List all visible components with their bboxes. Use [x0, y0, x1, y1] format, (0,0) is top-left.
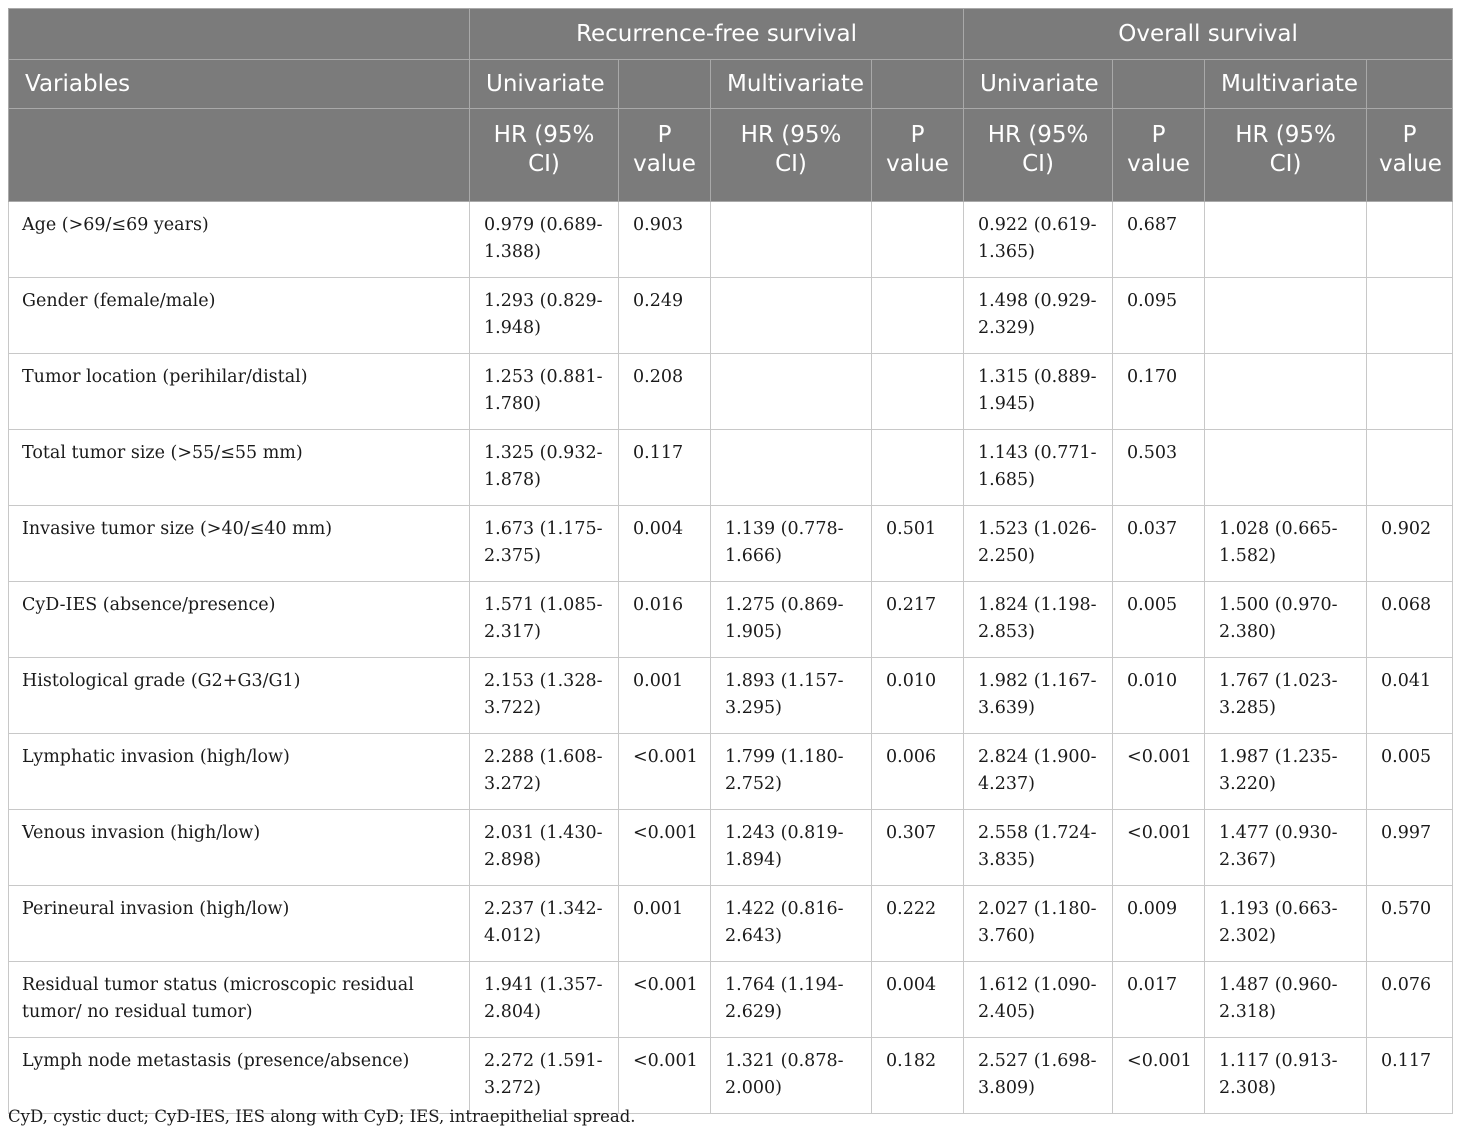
table-row [9, 430, 1453, 506]
rfs-multivariate-p-cell: 0.006 [872, 734, 964, 810]
os-univariate-hr-cell: 2.824 (1.900-4.237) [964, 734, 1113, 810]
header-rfs-multi-hr: HR (95% CI) [711, 109, 872, 202]
variable-cell: Histological grade (G2+G3/G1) [9, 658, 470, 734]
os-univariate-p-cell: <0.001 [1113, 810, 1205, 886]
os-multivariate-p-cell [1367, 278, 1453, 354]
os-univariate-p-cell: 0.037 [1113, 506, 1205, 582]
table-row [9, 202, 1453, 278]
rfs-multivariate-p-cell [872, 202, 964, 278]
rfs-multivariate-hr-cell [711, 354, 872, 430]
variable-cell: Total tumor size (>55/≤55 mm) [9, 430, 470, 506]
header-row-analysis [9, 60, 1453, 109]
rfs-multivariate-hr-cell: 1.275 (0.869-1.905) [711, 582, 872, 658]
rfs-univariate-p-cell: 0.903 [619, 202, 711, 278]
os-univariate-hr-cell: 1.315 (0.889-1.945) [964, 354, 1113, 430]
os-multivariate-hr-cell: 1.117 (0.913-2.308) [1205, 1038, 1367, 1114]
header-os-uni-p: P value [1113, 109, 1205, 202]
rfs-multivariate-p-cell: 0.217 [872, 582, 964, 658]
os-univariate-hr-cell: 2.558 (1.724-3.835) [964, 810, 1113, 886]
header-os-uni-hr: HR (95% CI) [964, 109, 1113, 202]
header-rfs-multi-p: P value [872, 109, 964, 202]
rfs-univariate-hr-cell: 1.253 (0.881-1.780) [470, 354, 619, 430]
header-os-multi-p: P value [1367, 109, 1453, 202]
os-univariate-p-cell: 0.017 [1113, 962, 1205, 1038]
variable-cell: Invasive tumor size (>40/≤40 mm) [9, 506, 470, 582]
rfs-multivariate-p-cell [872, 354, 964, 430]
rfs-multivariate-p-cell: 0.004 [872, 962, 964, 1038]
rfs-univariate-hr-cell: 2.237 (1.342-4.012) [470, 886, 619, 962]
rfs-univariate-p-cell: <0.001 [619, 734, 711, 810]
rfs-univariate-hr-cell: 1.571 (1.085-2.317) [470, 582, 619, 658]
rfs-univariate-p-cell: 0.001 [619, 886, 711, 962]
rfs-multivariate-p-cell: 0.010 [872, 658, 964, 734]
header-variables: Variables [9, 60, 470, 109]
variable-cell: CyD-IES (absence/presence) [9, 582, 470, 658]
os-univariate-hr-cell: 0.922 (0.619-1.365) [964, 202, 1113, 278]
rfs-multivariate-p-cell: 0.307 [872, 810, 964, 886]
os-multivariate-p-cell [1367, 354, 1453, 430]
table-row [9, 734, 1453, 810]
header-row-groups [9, 9, 1453, 60]
header-rfs-univariate-blank [619, 60, 711, 109]
os-univariate-p-cell: 0.687 [1113, 202, 1205, 278]
os-multivariate-hr-cell [1205, 430, 1367, 506]
rfs-univariate-p-cell: 0.208 [619, 354, 711, 430]
header-row-metrics [9, 109, 1453, 202]
header-os-univariate-blank [1113, 60, 1205, 109]
rfs-univariate-p-cell: 0.016 [619, 582, 711, 658]
header-os-multi-hr: HR (95% CI) [1205, 109, 1367, 202]
os-univariate-hr-cell: 1.612 (1.090-2.405) [964, 962, 1113, 1038]
os-univariate-p-cell: <0.001 [1113, 734, 1205, 810]
rfs-univariate-p-cell: <0.001 [619, 1038, 711, 1114]
header-rfs-multivariate-blank [872, 60, 964, 109]
os-multivariate-p-cell: 0.041 [1367, 658, 1453, 734]
header-metric-blank [9, 109, 470, 202]
os-multivariate-p-cell: 0.997 [1367, 810, 1453, 886]
os-multivariate-hr-cell: 1.767 (1.023-3.285) [1205, 658, 1367, 734]
os-multivariate-p-cell: 0.902 [1367, 506, 1453, 582]
header-os-multivariate-blank [1367, 60, 1453, 109]
rfs-univariate-p-cell: 0.001 [619, 658, 711, 734]
rfs-univariate-hr-cell: 2.031 (1.430-2.898) [470, 810, 619, 886]
os-univariate-p-cell: 0.095 [1113, 278, 1205, 354]
os-multivariate-hr-cell: 1.487 (0.960-2.318) [1205, 962, 1367, 1038]
table-row [9, 1038, 1453, 1114]
rfs-multivariate-hr-cell: 1.799 (1.180-2.752) [711, 734, 872, 810]
os-multivariate-p-cell: 0.005 [1367, 734, 1453, 810]
rfs-univariate-hr-cell: 1.293 (0.829-1.948) [470, 278, 619, 354]
rfs-multivariate-hr-cell: 1.321 (0.878-2.000) [711, 1038, 872, 1114]
rfs-multivariate-p-cell: 0.222 [872, 886, 964, 962]
os-multivariate-p-cell: 0.076 [1367, 962, 1453, 1038]
os-multivariate-hr-cell [1205, 354, 1367, 430]
rfs-univariate-hr-cell: 1.941 (1.357-2.804) [470, 962, 619, 1038]
table-row [9, 278, 1453, 354]
rfs-multivariate-hr-cell [711, 202, 872, 278]
rfs-multivariate-hr-cell [711, 278, 872, 354]
header-rfs-uni-hr: HR (95% CI) [470, 109, 619, 202]
table-row [9, 582, 1453, 658]
os-univariate-hr-cell: 2.527 (1.698-3.809) [964, 1038, 1113, 1114]
header-rfs-univariate: Univariate [470, 60, 619, 109]
rfs-univariate-hr-cell: 0.979 (0.689-1.388) [470, 202, 619, 278]
rfs-multivariate-hr-cell: 1.893 (1.157-3.295) [711, 658, 872, 734]
variable-cell: Tumor location (perihilar/distal) [9, 354, 470, 430]
rfs-univariate-p-cell: <0.001 [619, 962, 711, 1038]
header-os-multivariate: Multivariate [1205, 60, 1367, 109]
os-multivariate-p-cell: 0.570 [1367, 886, 1453, 962]
os-univariate-p-cell: 0.010 [1113, 658, 1205, 734]
os-multivariate-hr-cell: 1.028 (0.665-1.582) [1205, 506, 1367, 582]
table-row [9, 506, 1453, 582]
rfs-multivariate-p-cell: 0.182 [872, 1038, 964, 1114]
variable-cell: Residual tumor status (microscopic residual tumor/ no residual tumor) [9, 962, 470, 1038]
survival-analysis-table [8, 8, 1453, 1114]
variable-cell: Lymph node metastasis (presence/absence) [9, 1038, 470, 1114]
rfs-multivariate-hr-cell: 1.243 (0.819-1.894) [711, 810, 872, 886]
os-univariate-hr-cell: 1.824 (1.198-2.853) [964, 582, 1113, 658]
os-univariate-p-cell: 0.005 [1113, 582, 1205, 658]
rfs-multivariate-hr-cell: 1.139 (0.778-1.666) [711, 506, 872, 582]
os-univariate-hr-cell: 2.027 (1.180-3.760) [964, 886, 1113, 962]
variable-cell: Age (>69/≤69 years) [9, 202, 470, 278]
table-footnote: CyD, cystic duct; CyD-IES, IES along with CyD; IES, intraepithelial spread. [8, 1107, 636, 1126]
os-multivariate-hr-cell [1205, 278, 1367, 354]
os-univariate-p-cell: <0.001 [1113, 1038, 1205, 1114]
variable-cell: Perineural invasion (high/low) [9, 886, 470, 962]
os-univariate-p-cell: 0.503 [1113, 430, 1205, 506]
header-rfs-multivariate: Multivariate [711, 60, 872, 109]
table-header [9, 9, 1453, 202]
rfs-multivariate-hr-cell: 1.422 (0.816-2.643) [711, 886, 872, 962]
rfs-multivariate-p-cell: 0.501 [872, 506, 964, 582]
rfs-univariate-hr-cell: 2.153 (1.328-3.722) [470, 658, 619, 734]
variable-cell: Lymphatic invasion (high/low) [9, 734, 470, 810]
rfs-multivariate-p-cell [872, 278, 964, 354]
header-overall-survival: Overall survival [964, 9, 1453, 60]
rfs-univariate-p-cell: 0.249 [619, 278, 711, 354]
os-multivariate-hr-cell [1205, 202, 1367, 278]
rfs-univariate-hr-cell: 2.272 (1.591-3.272) [470, 1038, 619, 1114]
table-container [8, 8, 1452, 1114]
os-univariate-p-cell: 0.009 [1113, 886, 1205, 962]
header-recurrence-free-survival: Recurrence-free survival [470, 9, 964, 60]
os-univariate-hr-cell: 1.523 (1.026-2.250) [964, 506, 1113, 582]
os-multivariate-hr-cell: 1.987 (1.235-3.220) [1205, 734, 1367, 810]
header-os-univariate: Univariate [964, 60, 1113, 109]
variable-cell: Venous invasion (high/low) [9, 810, 470, 886]
os-multivariate-hr-cell: 1.193 (0.663-2.302) [1205, 886, 1367, 962]
os-multivariate-p-cell: 0.068 [1367, 582, 1453, 658]
table-row [9, 962, 1453, 1038]
rfs-multivariate-hr-cell [711, 430, 872, 506]
os-multivariate-p-cell [1367, 430, 1453, 506]
rfs-univariate-p-cell: 0.004 [619, 506, 711, 582]
os-univariate-hr-cell: 1.982 (1.167-3.639) [964, 658, 1113, 734]
os-univariate-p-cell: 0.170 [1113, 354, 1205, 430]
rfs-multivariate-hr-cell: 1.764 (1.194-2.629) [711, 962, 872, 1038]
table-row [9, 886, 1453, 962]
os-multivariate-hr-cell: 1.500 (0.970-2.380) [1205, 582, 1367, 658]
os-multivariate-p-cell: 0.117 [1367, 1038, 1453, 1114]
header-blank [9, 9, 470, 60]
variable-cell: Gender (female/male) [9, 278, 470, 354]
table-body [9, 202, 1453, 1114]
rfs-multivariate-p-cell [872, 430, 964, 506]
os-multivariate-p-cell [1367, 202, 1453, 278]
rfs-univariate-p-cell: <0.001 [619, 810, 711, 886]
rfs-univariate-hr-cell: 1.325 (0.932-1.878) [470, 430, 619, 506]
table-row [9, 354, 1453, 430]
os-univariate-hr-cell: 1.498 (0.929-2.329) [964, 278, 1113, 354]
rfs-univariate-p-cell: 0.117 [619, 430, 711, 506]
os-multivariate-hr-cell: 1.477 (0.930-2.367) [1205, 810, 1367, 886]
rfs-univariate-hr-cell: 2.288 (1.608-3.272) [470, 734, 619, 810]
os-univariate-hr-cell: 1.143 (0.771-1.685) [964, 430, 1113, 506]
table-row [9, 810, 1453, 886]
table-row [9, 658, 1453, 734]
header-rfs-uni-p: P value [619, 109, 711, 202]
rfs-univariate-hr-cell: 1.673 (1.175-2.375) [470, 506, 619, 582]
